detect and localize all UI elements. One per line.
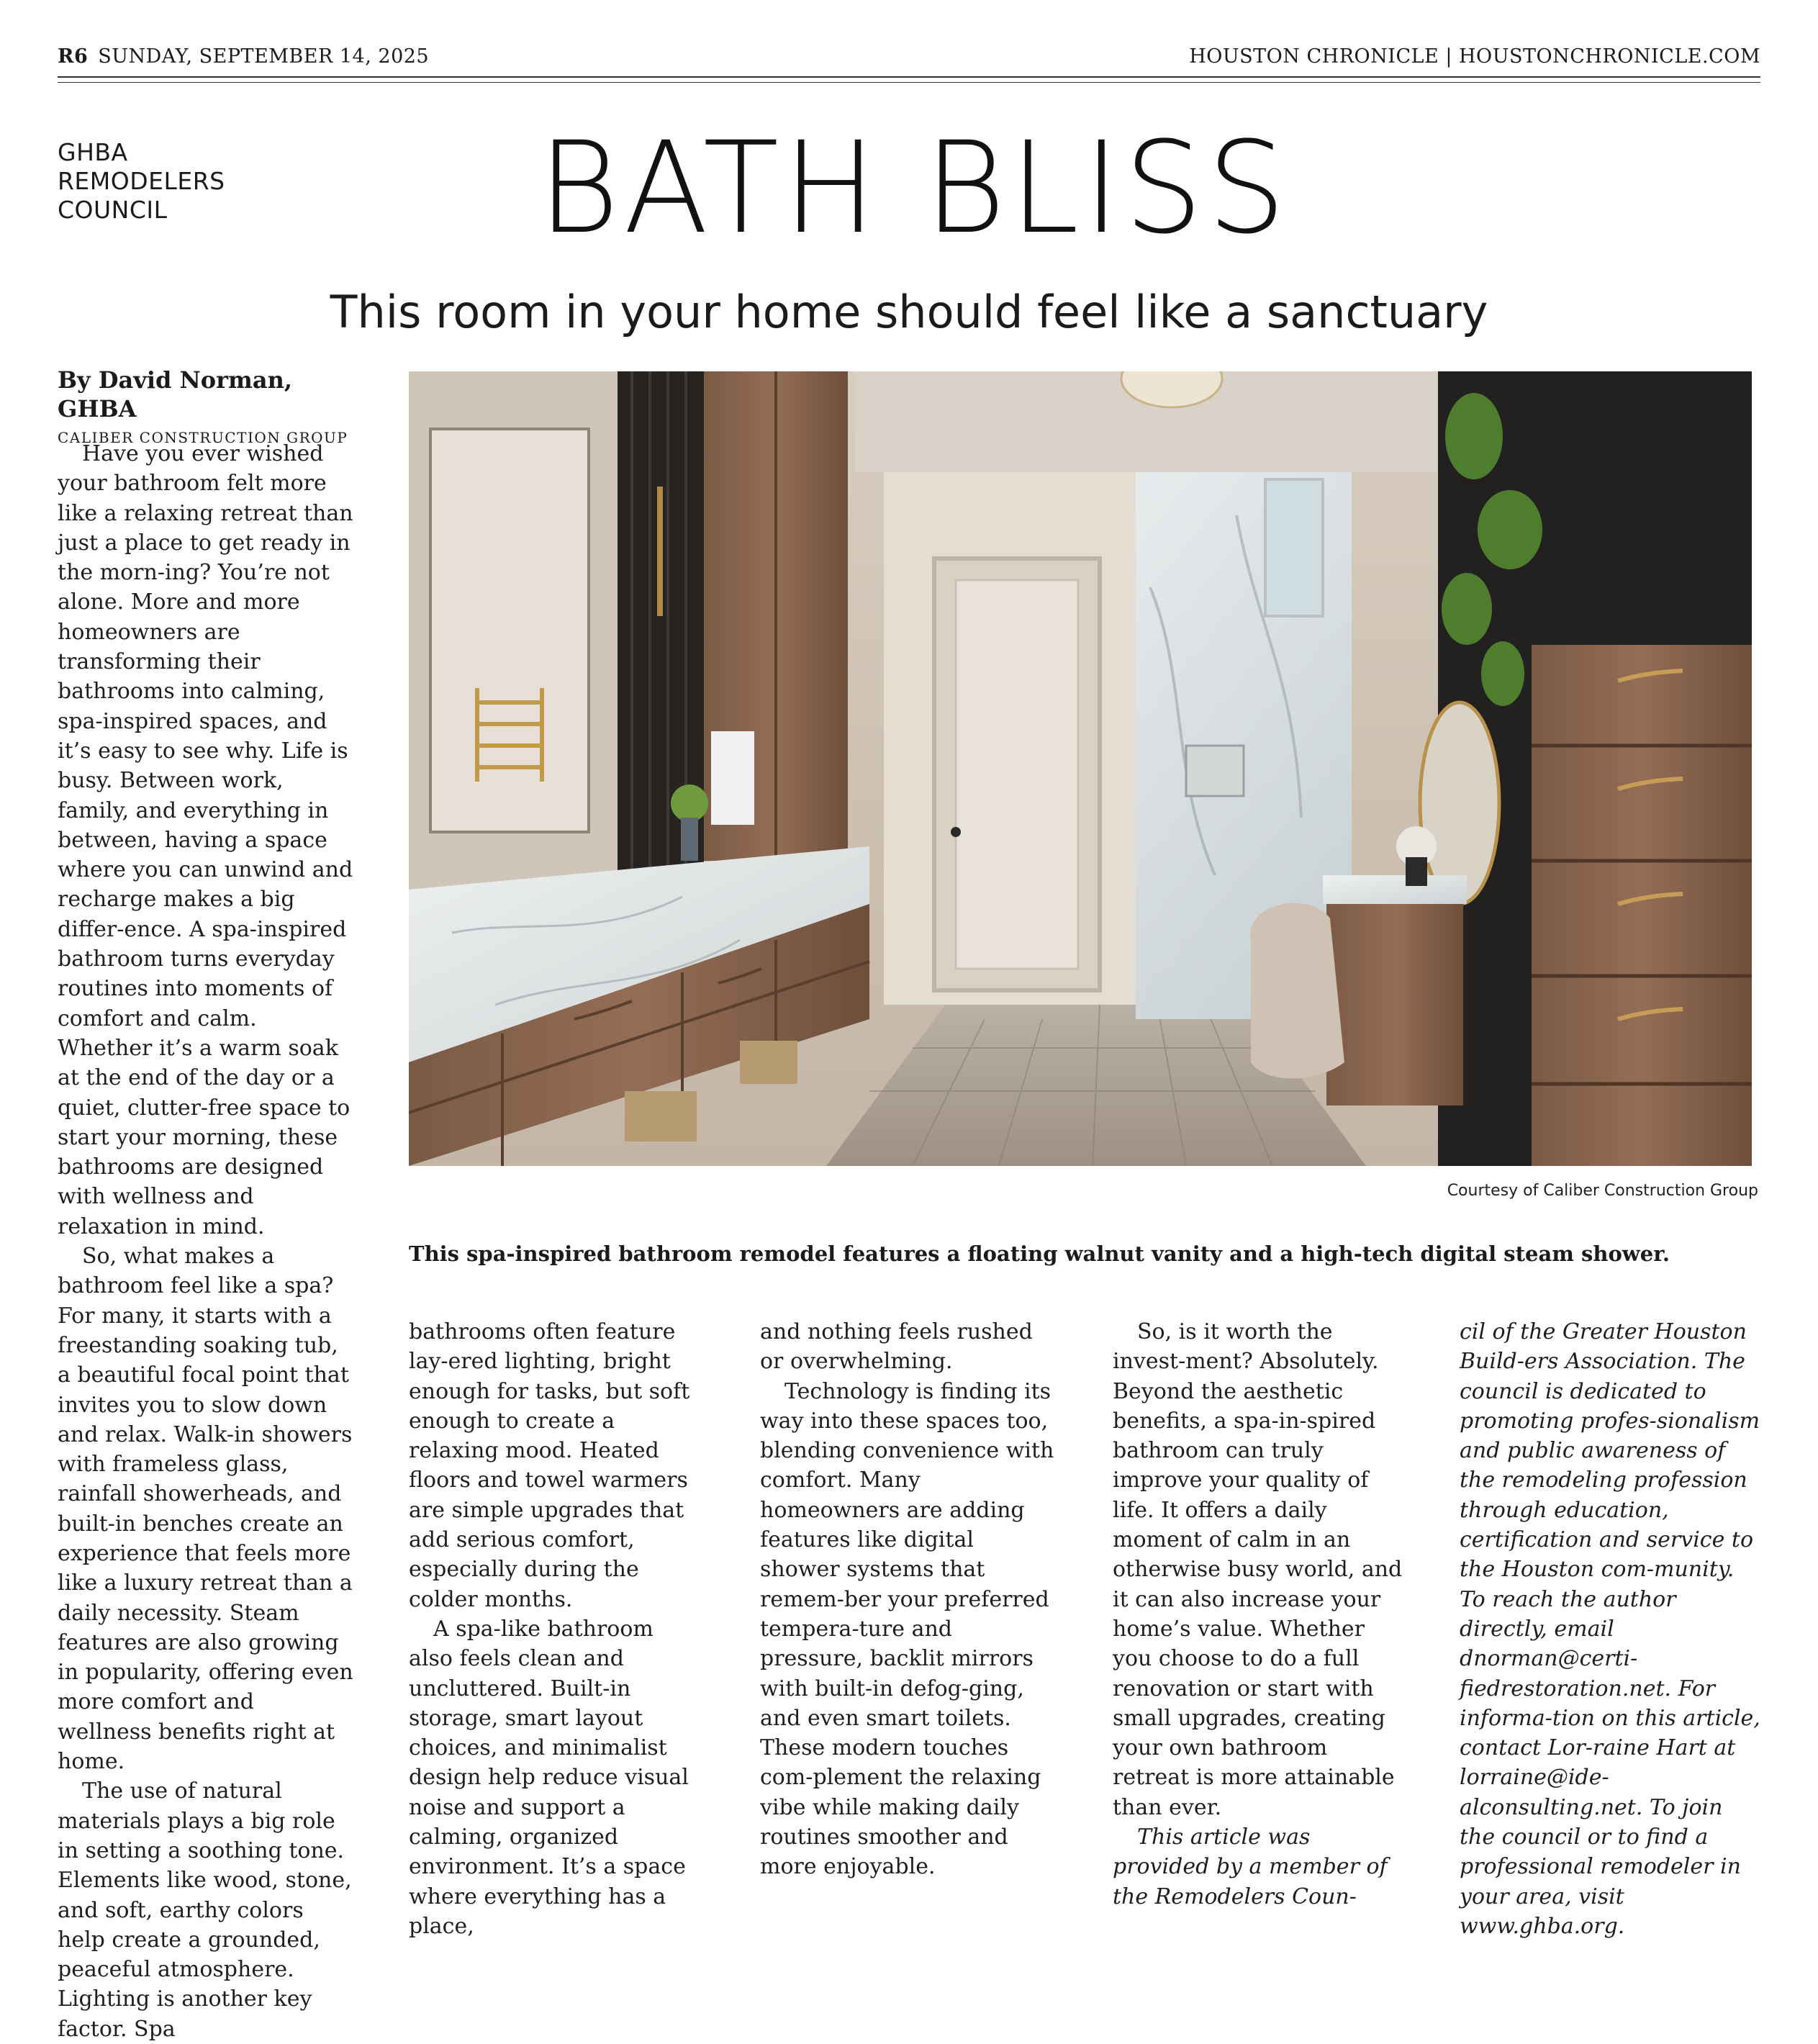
photo-credit: Courtesy of Caliber Construction Group [1447,1182,1758,1200]
section-label [58,138,288,225]
bathroom-photo [409,371,1752,1166]
issue-date: SUNDAY, SEPTEMBER 14, 2025 [98,45,430,68]
subheadline: This room in your home should feel like a sanctuary [330,286,1488,338]
body-paragraph: A spa-like bathroom also feels clean and uncluttered. Built-in storage, smart layout choices, and minimalist design help reduce visual noise and support a calming, organized environment. It’s a space where everything has a place, [409,1616,689,1939]
photo-caption: This spa-inspired bathroom remodel features a floating walnut vanity and a high-tech digital steam shower. [409,1242,1670,1266]
author-note: This article was provided by a member of the Remodelers Coun- [1113,1824,1388,1909]
body-paragraph: bathrooms often feature lay-ered lighting, bright enough for tasks, but soft enough to create a relaxing mood. Heated floors and towel warmers are simple upgrades that add serious comfort, especially during the colder months. [409,1319,690,1612]
body-paragraph: Technology is finding its way into these spaces too, blending convenience with comfort. Many homeowners are adding features like digital shower systems that remem-ber your preferred tempera-ture and pressure, backlit mirrors with built-in defog-ging, and even smart toilets. These modern touches com-plement the relaxing vibe while making daily routines smoother and more enjoyable. [760,1378,1054,1880]
folio-rule-thick [58,76,1760,78]
author-organization: CALIBER CONSTRUCTION GROUP [58,429,348,446]
page-number: R6 [58,45,89,68]
author-note: cil of the Greater Houston Build-ers Association. The council is dedicated to promoting profes-sionalism and public awareness of the remodeling profession through education, certification and service to the Houston com-munity. To reach the author directly, email dnorman@certi-fiedrestoration.net. For informa-tion on this article, contact Lor-raine Hart at lorraine@ide-alconsulting.net. To join the council or to find a professional remodeler in your area, visit www.ghba.org. [1460,1319,1760,1939]
section-label-line: COUNCIL [58,196,168,224]
folio-line [58,43,1760,69]
body-paragraph: So, is it worth the invest-ment? Absolutely. Beyond the aesthetic benefits, a spa-in-spired bathroom can truly improve your quality of life. It offers a daily moment of calm in an otherwise busy world, and it can also increase your home’s value. Whether you choose to do a full renovation or start with small upgrades, creating your own bathroom retreat is more attainable than ever. [1113,1319,1403,1820]
article-column-5 [1460,1317,1762,1941]
author-name: By David Norman, GHBA [58,366,292,422]
article-column-2 [409,1317,697,1941]
body-paragraph: Have you ever wished your bathroom felt more like a relaxing retreat than just a place to get ready in the morn-ing? You’re not alone. More and more homeowners are transforming their bathrooms into calming, spa-inspired spaces, and it’s easy to see why. Life is busy. Between work, family, and everything in between, having a space where you can unwind and recharge makes a big differ-ence. A spa-inspired bathroom turns everyday routines into moments of comfort and calm. Whether it’s a warm soak at the end of the day or a quiet, clutter-free space to start your morning, these bathrooms are designed with wellness and relaxation in mind. [58,441,353,1239]
body-paragraph: and nothing feels rushed or overwhelming. [760,1319,1033,1375]
article-column-4 [1113,1317,1408,1912]
body-paragraph: So, what makes a bathroom feel like a spa? For many, it starts with a freestanding soaking tub, a beautiful focal point that invites you to slow down and relax. Walk-in showers with frameless glass, rainfall showerheads, and built-in benches create an experience that feels more like a luxury retreat than a daily necessity. Steam features are also growing in popularity, offering even more comfort and wellness benefits right at home. [58,1244,353,1775]
publication-name: HOUSTON CHRONICLE | HOUSTONCHRONICLE.COM [1189,45,1760,68]
headline: BATH BLISS [538,114,1290,262]
article-column-3 [760,1317,1055,1882]
section-label-line: GHBA [58,138,128,166]
folio-rule-thin [58,82,1760,83]
byline [58,366,360,446]
article-column-1 [58,439,354,2044]
body-paragraph: The use of natural materials plays a big role in setting a soothing tone. Elements like wood, stone, and soft, earthy colors help create a grounded, peaceful atmosphere. Lighting is another key factor. Spa [58,1778,352,2042]
section-label-line: REMODELERS [58,167,225,195]
folio-left [58,45,429,68]
